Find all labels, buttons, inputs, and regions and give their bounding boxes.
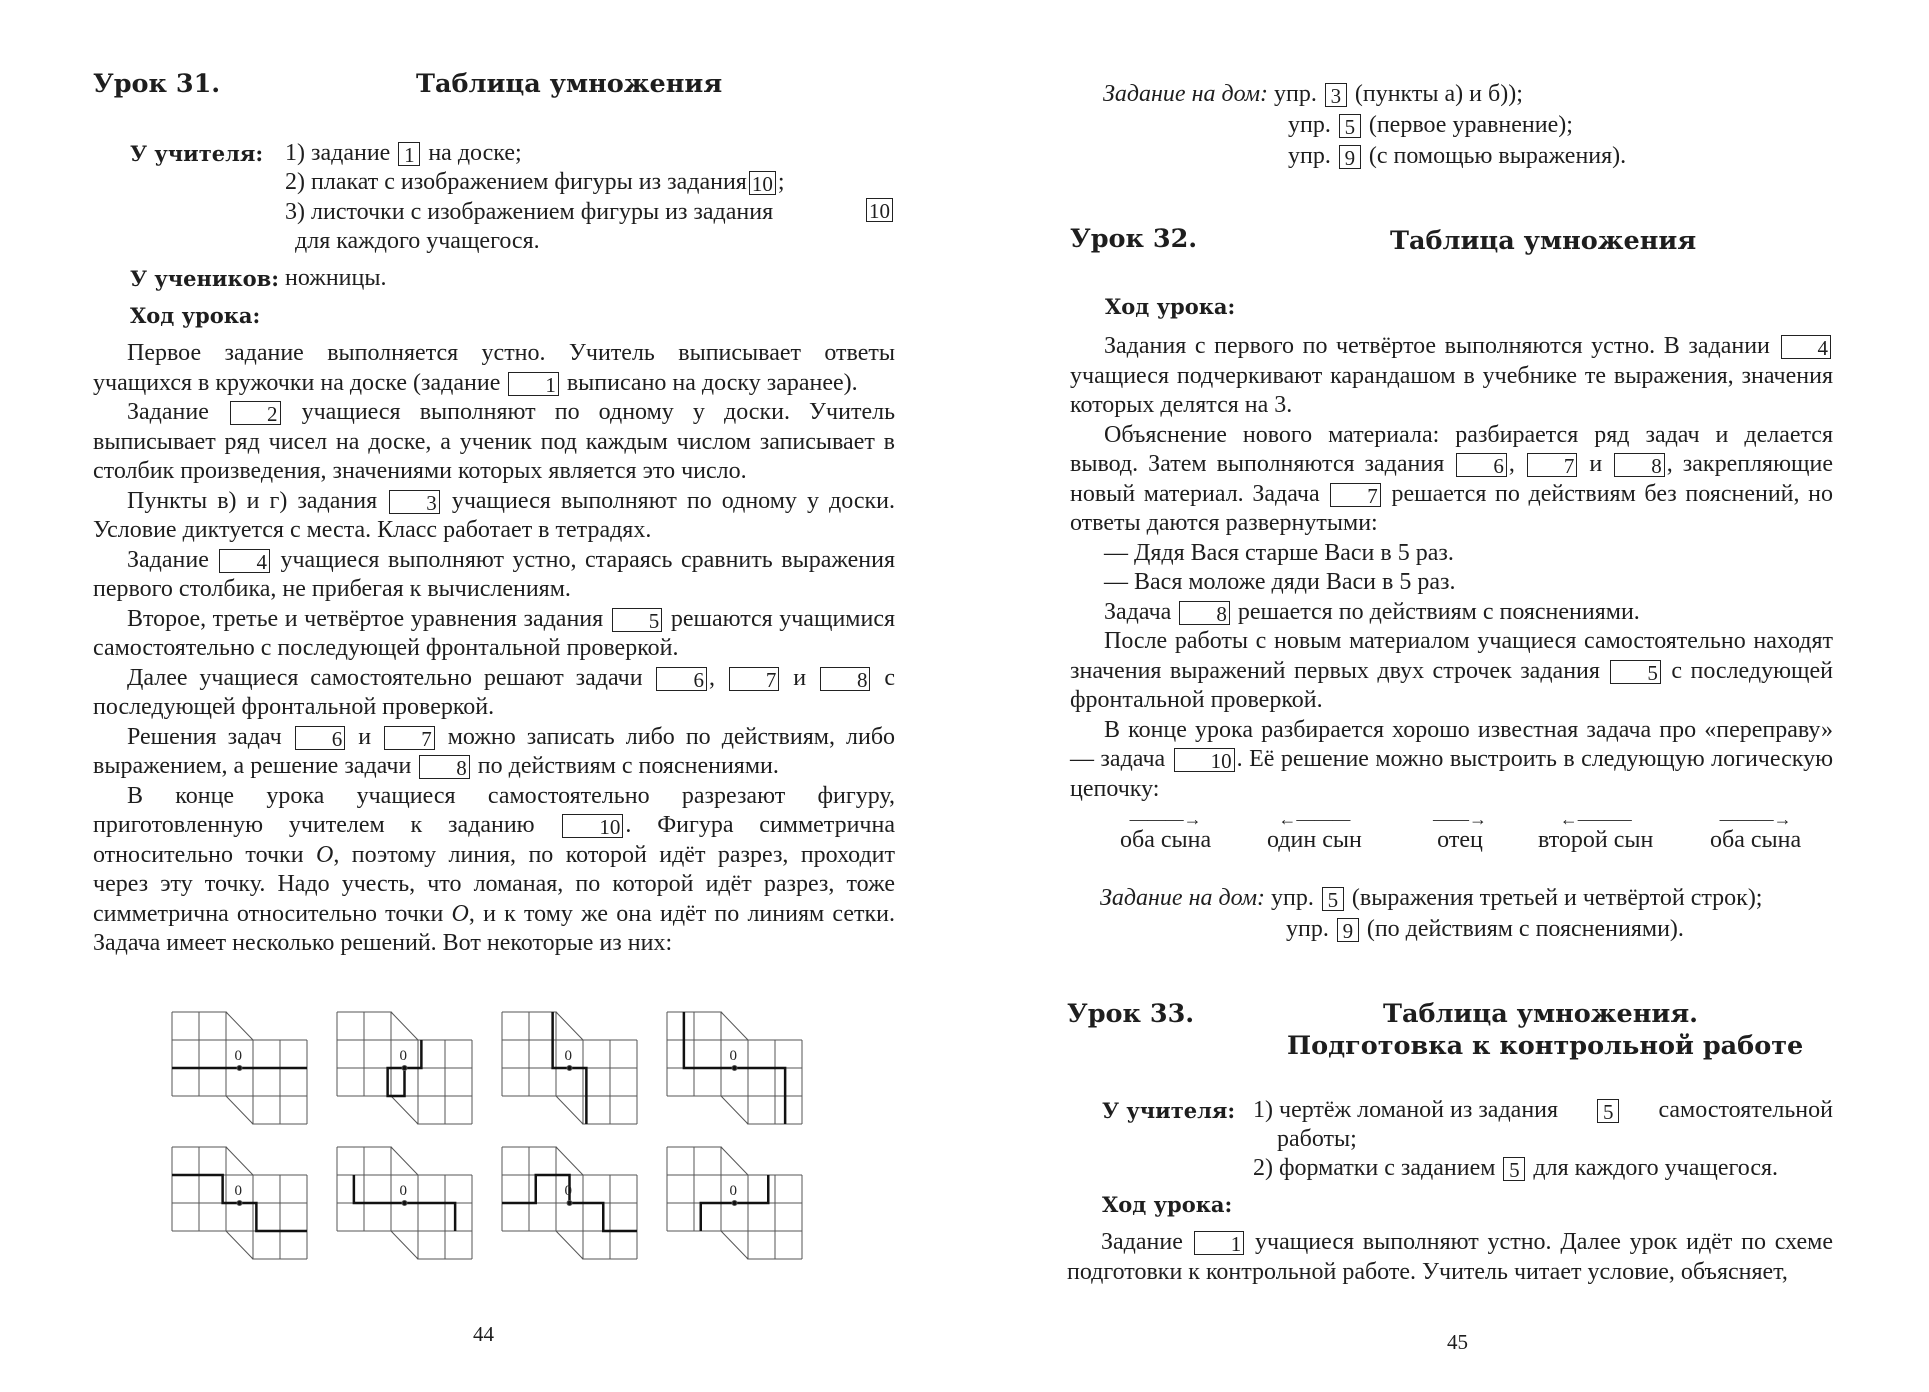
- svg-text:0: 0: [729, 1183, 737, 1199]
- teacher-item-1-cont: работы;: [1277, 1126, 1357, 1152]
- task-box: 5: [1610, 660, 1661, 684]
- task-box: 3: [1325, 83, 1347, 107]
- task-box: 10: [562, 814, 623, 838]
- task-box: 8: [820, 667, 871, 691]
- cut-solution-figure: [665, 1010, 815, 1140]
- lesson31-body: [93, 339, 895, 959]
- task-box: 8: [419, 755, 470, 779]
- task-box: 5: [1339, 114, 1361, 138]
- homework-label: Задание на дом:: [1100, 885, 1266, 911]
- lesson31-title: Таблица умножения: [416, 69, 723, 99]
- cut-solution-figure: [500, 1145, 650, 1275]
- paragraph: В конце урока учащиеся самостоятельно разрезают фигуру, приготовленную учителем к заданию 10 . Фигура симметрична относительно точки O, поэтому линия, по которой идёт разрез, проходит через эту точку. Надо учесть, что ломаная, по которой идёт разрез, тоже симметрична относительно точки O, и к тому же она идёт по линиям сетки. Задача имеет несколько решений. Вот некоторые из них:: [93, 782, 896, 956]
- students-text: ножницы.: [285, 265, 387, 291]
- cut-solution-figure: [170, 1010, 320, 1140]
- task-box: 5: [1503, 1157, 1525, 1181]
- task-box: 7: [1527, 453, 1578, 477]
- paragraph: Второе, третье и четвёртое уравнения задания 5 решаются учащимися самостоятельно с последующей фронтальной проверкой.: [93, 605, 896, 661]
- task-box: 8: [1179, 601, 1230, 625]
- task-box: 6: [1456, 453, 1507, 477]
- right-page: [965, 0, 1929, 1392]
- page-number: 45: [1447, 1330, 1468, 1354]
- teacher-item-2: 2) форматки с заданием 5 для каждого учащегося.: [1253, 1155, 1779, 1182]
- teacher-item-1: 1) чертёж ломаной из задания 5 самостоятельной: [1253, 1097, 1833, 1124]
- task-box: 2: [230, 401, 281, 425]
- paragraph: В конце урока разбирается хорошо известная задача про «переправу» — задача 10 . Её решение можно выстроить в следующую логическую цепочку:: [1070, 716, 1834, 802]
- paragraph: Пункты в) и г) задания 3 учащиеся выполняют по одному у доски. Условие диктуется с места. Класс работает в тетрадях.: [93, 487, 896, 543]
- paragraph: Задача 8 решается по действиям с пояснениями.: [1104, 598, 1640, 626]
- teacher-item-1: 1) задание 1 на доске;: [285, 140, 522, 167]
- task-box: 5: [1597, 1099, 1619, 1123]
- task-box: 10: [1174, 748, 1235, 772]
- task-box: 7: [729, 667, 780, 691]
- task-box: 9: [1337, 918, 1359, 942]
- task-box: 5: [1322, 887, 1344, 911]
- task-box: 6: [295, 726, 346, 750]
- paragraph: Объяснение нового материала: разбирается ряд задач и делается вывод. Затем выполняются задания 6 , 7 и 8 , закрепляющие новый материал. Задача 7 решается по действиям без пояснений, но ответы даются развернутыми:: [1070, 421, 1833, 536]
- task-box: 4: [219, 549, 270, 573]
- students-label: У учеников:: [130, 266, 279, 291]
- svg-text:0: 0: [399, 1048, 407, 1064]
- task-box: 8: [1614, 453, 1665, 477]
- teacher-item-2: 2) плакат с изображением фигуры из задания 10 ;: [285, 169, 785, 196]
- hw32-line-2: упр. 9 (по действиям с пояснениями).: [1286, 916, 1684, 943]
- task-box: 4: [1781, 335, 1832, 359]
- chain-step: ←——— второй сын: [1538, 809, 1654, 853]
- paragraph: Решения задач 6 и 7 можно записать либо по действиям, либо выражением, а решение задачи 8 по действиям с пояснениями.: [93, 723, 896, 780]
- lesson33-title-2: Подготовка к контрольной работе: [1287, 1031, 1804, 1061]
- task-box: 5: [612, 608, 663, 632]
- svg-text:0: 0: [234, 1048, 242, 1064]
- logic-chain: [965, 809, 1929, 862]
- teacher-item-3-cont: для каждого учащегося.: [295, 228, 540, 254]
- chain-step: ———→ оба сына: [1120, 809, 1212, 853]
- cut-solution-figure: [170, 1145, 320, 1275]
- paragraph: Первое задание выполняется устно. Учитель выписывает ответы учащихся в кружочки на доске (задание 1 выписано на доску заранее).: [93, 340, 895, 397]
- lesson33-number: Урок 33.: [1067, 999, 1195, 1029]
- task-box: 1: [508, 372, 559, 396]
- lesson32-number: Урок 32.: [1070, 224, 1198, 254]
- cut-solution-figure: [500, 1010, 650, 1140]
- page-number: 44: [473, 1322, 494, 1346]
- paragraph: Задания с первого по четвёртое выполняются устно. В задании 4 учащиеся подчеркивают карандашом в учебнике те выражения, значения которых делятся на 3.: [1070, 333, 1833, 418]
- task-box: 3: [389, 490, 440, 514]
- chain-step: ——→ отец: [1433, 809, 1487, 853]
- dialogue-line: — Дядя Вася старше Васи в 5 раз.: [1104, 539, 1454, 566]
- svg-text:0: 0: [564, 1048, 572, 1064]
- course-label: Ход урока:: [1105, 294, 1236, 319]
- chain-step: ←——— один сын: [1267, 809, 1362, 853]
- task-box: 7: [384, 726, 435, 750]
- lesson32-title: Таблица умножения: [1390, 226, 1697, 256]
- task-box: 7: [1330, 483, 1381, 507]
- hw31-line-2: упр. 5 (первое уравнение);: [1288, 112, 1573, 139]
- paragraph: Задание 4 учащиеся выполняют устно, стараясь сравнить выражения первого столбика, не прибегая к вычислениям.: [93, 546, 896, 602]
- task-box: 1: [398, 142, 420, 166]
- svg-text:0: 0: [399, 1183, 407, 1199]
- teacher-item-3: 3) листочки с изображением фигуры из задания 10: [285, 198, 895, 228]
- cut-solution-figure: [335, 1145, 485, 1275]
- course-label: Ход урока:: [1102, 1192, 1233, 1217]
- cut-solution-figure: [335, 1010, 485, 1140]
- task-box: 1: [1194, 1231, 1245, 1255]
- svg-text:0: 0: [234, 1183, 242, 1199]
- lesson33-body: [1067, 1228, 1833, 1287]
- paragraph: После работы с новым материалом учащиеся самостоятельно находят значения выражений первых двух строчек задания 5 с последующей фронтальной проверкой.: [1070, 628, 1833, 713]
- lesson32-body: [1070, 332, 1833, 804]
- hw31-line-1: Задание на дом: упр. 3 (пункты а) и б));: [1103, 81, 1523, 108]
- teacher-label: У учителя:: [1102, 1098, 1236, 1123]
- paragraph: Задание 1 учащиеся выполняют устно. Далее урок идёт по схеме подготовки к контрольной работе. Учитель читает условие, объясняет,: [1067, 1229, 1834, 1285]
- paragraph: Далее учащиеся самостоятельно решают задачи 6 , 7 и 8 с последующей фронтальной проверкой.: [93, 664, 896, 720]
- task-box: 10: [749, 171, 776, 195]
- cut-solution-figure: [665, 1145, 815, 1275]
- hw32-line-1: Задание на дом: упр. 5 (выражения третьей и четвёртой строк);: [1100, 885, 1763, 912]
- task-box: 6: [656, 667, 707, 691]
- paragraph: Задание 2 учащиеся выполняют по одному у доски. Учитель выписывает ряд чисел на доске, а ученик под каждым числом записывает в столбик произведения, значениями которых является это число.: [93, 399, 896, 484]
- chain-step: ———→ оба сына: [1710, 809, 1802, 853]
- course-label: Ход урока:: [130, 303, 261, 328]
- lesson33-title-1: Таблица умножения.: [1383, 999, 1699, 1029]
- svg-text:0: 0: [729, 1048, 737, 1064]
- task-box: 10: [866, 198, 893, 222]
- hw31-line-3: упр. 9 (с помощью выражения).: [1288, 143, 1627, 170]
- homework-label: Задание на дом:: [1103, 81, 1269, 107]
- teacher-label: У учителя:: [130, 141, 264, 166]
- svg-text:0: 0: [564, 1183, 572, 1199]
- task-box: 9: [1339, 145, 1361, 169]
- dialogue-line: — Вася моложе дяди Васи в 5 раз.: [1104, 569, 1456, 595]
- lesson31-number: Урок 31.: [93, 69, 221, 99]
